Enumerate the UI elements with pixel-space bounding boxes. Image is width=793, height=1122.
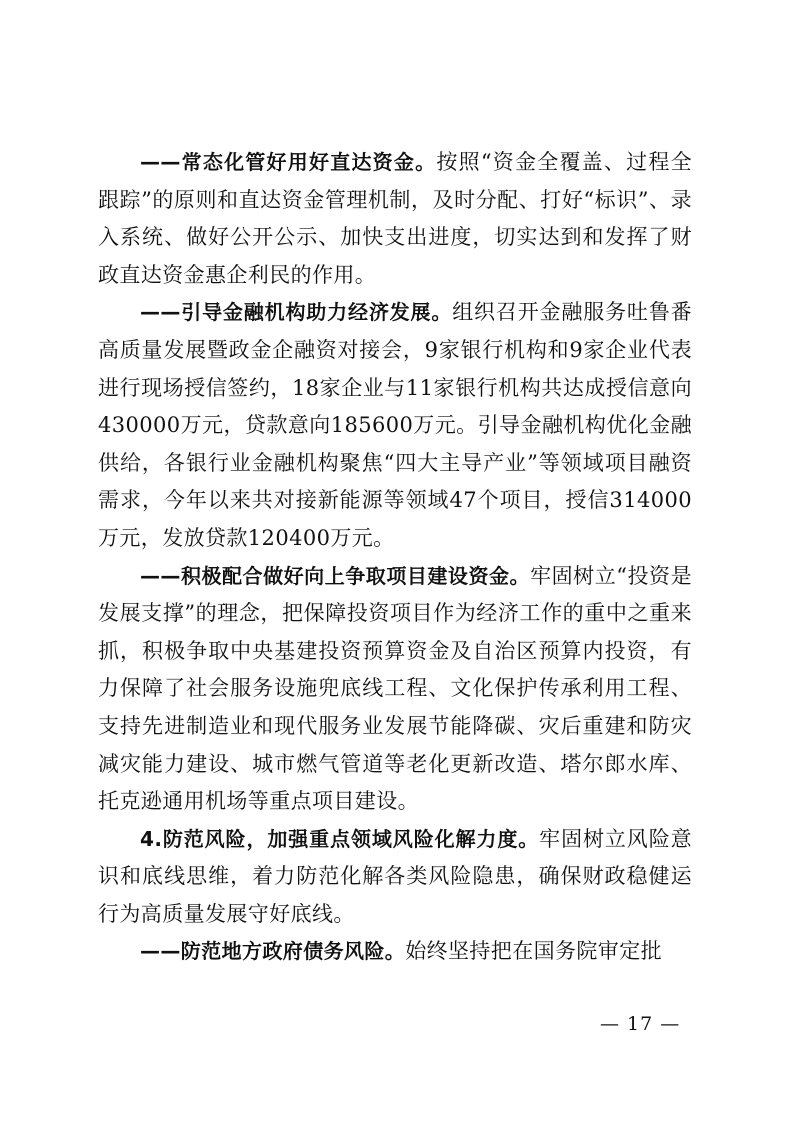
paragraph-debt-risk	[98, 933, 692, 971]
section-heading: 4.防范风险，加强重点领域风险化解力度。	[140, 826, 540, 851]
paragraph-body: 按照“资金全覆盖、过程全跟踪”的原则和直达资金管理机制，及时分配、打好“标识”、录入系统、做好公开公示、加快支出进度，切实达到和发挥了财政直达资金惠企利民的作用。	[98, 150, 692, 287]
paragraph-heading: ——引导金融机构助力经济发展。	[140, 300, 453, 325]
paragraph-body: 牢固树立风险意识和底线思维，着力防范化解各类风险隐患，确保财政稳健运行为高质量发展守好底线。	[98, 826, 692, 926]
paragraph-heading: ——积极配合做好向上争取项目建设资金。	[140, 563, 531, 588]
paragraph-risk-prevention	[98, 821, 692, 934]
paragraph-body: 始终坚持把在国务院审定批	[405, 939, 663, 964]
paragraph-heading: ——防范地方政府债务风险。	[140, 939, 406, 964]
paragraph-financial-institutions	[98, 294, 692, 557]
paragraph-project-funds	[98, 558, 692, 821]
page-number: — 17 —	[600, 1013, 681, 1035]
paragraph-heading: ——常态化管好用好直达资金。	[140, 150, 437, 174]
paragraph-body: 牢固树立“投资是发展支撑”的理念，把保障投资项目作为经济工作的重中之重来抓，积极争取中央基建投资预算资金及自治区预算内投资，有力保障了社会服务设施兜底线工程、文化保护传承利用工程、支持先进制造业和现代服务业发展节能降碳、灾后重建和防灾减灾能力建设、城市燃气管道等老化更新改造、塔尔郎水库、托克逊通用机场等重点项目建设。	[98, 563, 692, 814]
paragraph-direct-funds	[98, 144, 692, 294]
body-text	[98, 144, 692, 971]
paragraph-body: 组织召开金融服务吐鲁番高质量发展暨政金企融资对接会，9家银行机构和9家企业代表进行现场授信签约，18家企业与11家银行机构共达成授信意向430000万元，贷款意向185600万元。引导金融机构优化金融供给，各银行业金融机构聚焦“四大主导产业”等领域项目融资需求，今年以来共对接新能源等领域47个项目，授信314000万元，发放贷款120400万元。	[98, 300, 693, 550]
